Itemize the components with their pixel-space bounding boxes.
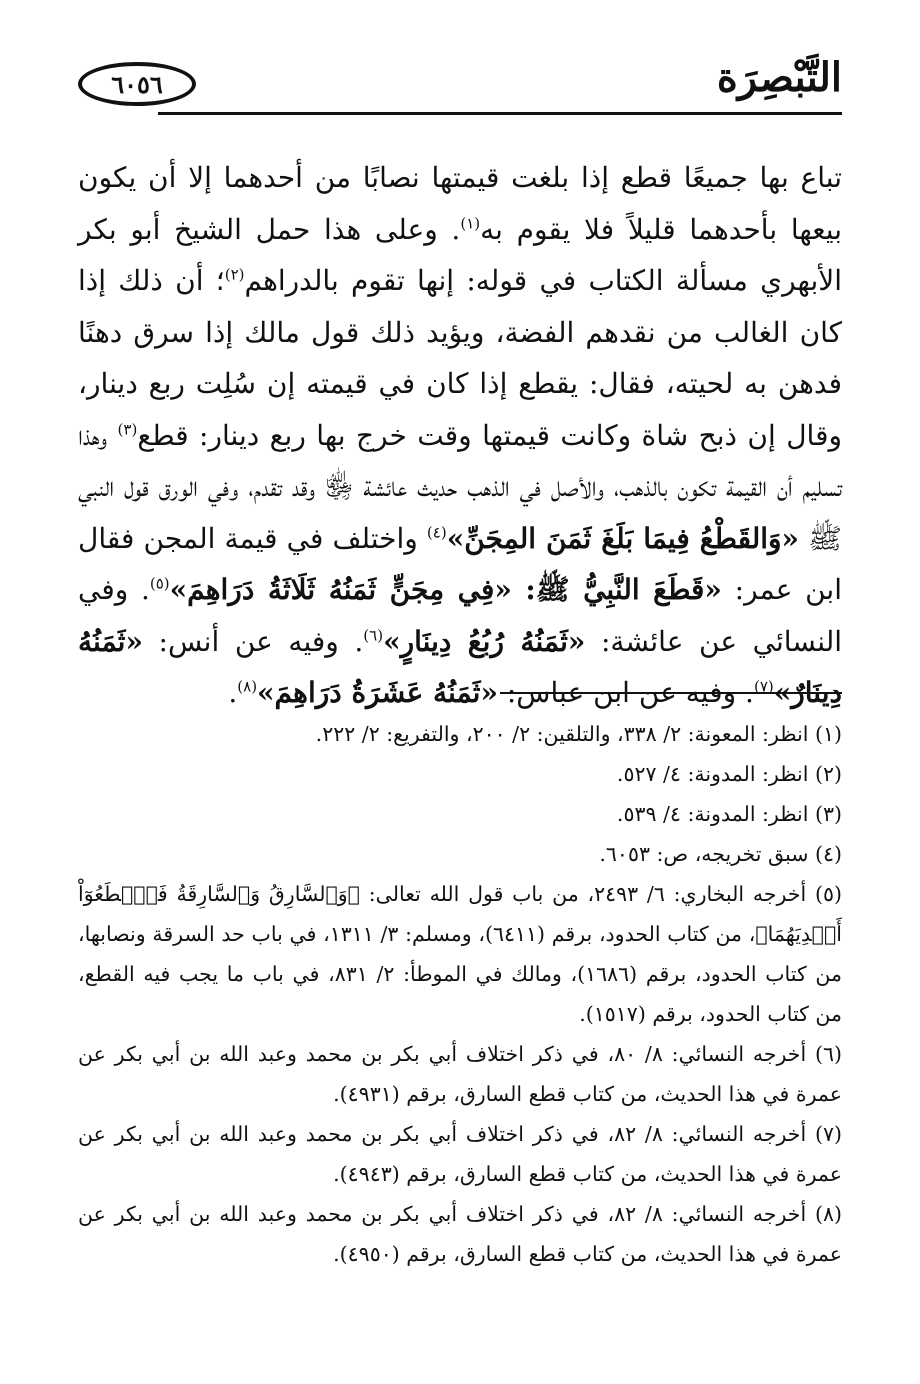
footnote-8: (٨) أخرجه النسائي: ٨/ ٨٢، في ذكر اختلاف أبي بكر بن محمد وعبد الله بن أبي بكر عن عمرة في هذا الحديث، من كتاب قطع السارق، برقم (٤٩٥٠). [78,1202,843,1266]
text-segment: . وفي النسائي عن عائشة: [78,573,843,658]
page-header [78,50,842,130]
text-segment: . وفيه عن أنس: [142,624,364,658]
footnote-ref-1[interactable]: (١) [460,214,481,233]
text-segment: وهذا تسليم أن القيمة تكون بالذهب، والأصل في الذهب حديث عائشة ﵂ وقد تقدم، وفي الورق قول النبي ﷺ [78,418,842,555]
text-segment: . وفيه عن ابن عباس: [497,676,754,709]
footnote-ref-3[interactable]: (٣) [117,420,138,439]
footnote-2: (٢) انظر: المدونة: ٤/ ٥٢٧. [616,762,842,786]
hadith-quote: «وَالقَطْعُ فِيمَا بَلَغَ ثَمَنَ المِجَنِّ» [446,521,800,555]
page-number-badge [78,62,196,106]
hadith-quote: «قَطَعَ النَّبِيُّ ﷺ: «فِي مِجَنٍّ ثَمَنُهُ ثَلَاثَةُ دَرَاهِمَ» [169,573,722,606]
main-body-text [78,152,842,719]
footnote-ref-8[interactable]: (٨) [237,677,258,696]
hadith-quote: «ثَمَنُهُ رُبُعُ دِينَارٍ» [383,624,586,658]
header-divider [158,112,842,115]
footnote-6: (٦) أخرجه النسائي: ٨/ ٨٠، في ذكر اختلاف أبي بكر بن محمد وعبد الله بن أبي بكر عن عمرة في هذا الحديث، من كتاب قطع السارق، برقم (٤٩٣١). [78,1042,843,1106]
footnote-ref-6[interactable]: (٦) [363,626,384,645]
footnote-ref-7[interactable]: (٧) [753,677,774,696]
footnote-ref-2[interactable]: (٢) [224,265,245,284]
hadith-quote: «ثَمَنُهُ دِينَارٌ» [78,624,842,709]
footnote-4: (٤) سبق تخريجه، ص: ٦٠٥٣. [599,842,842,866]
footnote-ref-4[interactable]: (٤) [426,523,447,542]
footnote-separator [500,692,842,694]
footnote-3: (٣) انظر: المدونة: ٤/ ٥٣٩. [616,802,842,826]
footnote-1: (١) انظر: المعونة: ٢/ ٣٣٨، والتلقين: ٢/ ٢٠٠، والتفريع: ٢/ ٢٢٢. [315,722,842,746]
text-segment: واختلف في قيمة المجن فقال ابن عمر: [78,521,842,606]
book-title: التَّبْصِرَة [716,54,842,101]
footnote-ref-5[interactable]: (٥) [149,574,170,593]
footnote-7: (٧) أخرجه النسائي: ٨/ ٨٢، في ذكر اختلاف أبي بكر بن محمد وعبد الله بن أبي بكر عن عمرة في هذا الحديث، من كتاب قطع السارق، برقم (٤٩٤٣). [78,1122,843,1186]
text-segment: ؛ أن ذلك إذا كان الغالب من نقدهم الفضة، ويؤيد ذلك قول مالك إذا سرق دهنًا فدهن به لحيته، فقال: يقطع إذا كان في قيمته إن سُلِت ربع دينار، وقال إن ذبح شاة وكانت قيمتها وقت خرج بها ربع دينار: قطع [78,264,842,452]
page-number: ٦٠٥٦ [111,69,163,99]
main-paragraph [78,152,842,719]
text-segment: . وعلى هذا حمل الشيخ أبو بكر الأبهري مسألة الكتاب في قوله: إنها تقوم بالدراهم [78,212,842,297]
text-segment: تباع بها جميعًا قطع إذا بلغت قيمتها نصابًا من أحدهما إلا أن يكون بيعها بأحدهما قليلاً فلا يقوم به [78,161,843,246]
footnotes-section [78,714,842,1274]
hadith-quote: «ثَمَنُهُ عَشَرَةُ دَرَاهِمَ» [257,676,498,709]
text-segment: . [228,676,238,709]
footnote-5: (٥) أخرجه البخاري: ٦/ ٢٤٩٣، من باب قول الله تعالى: ﴿وَٱلسَّارِقُ وَٱلسَّارِقَةُ فَٱقۡطَعُوٓاْ أَيۡدِيَهُمَا﴾، من كتاب الحدود، برقم (٦٤١١)، ومسلم: ٣/ ١٣١١، في باب حد السرقة ونصابها، من كتاب الحدود، برقم (١٦٨٦)، ومالك في الموطأ: ٢/ ٨٣١، في باب ما يجب فيه القطع، من كتاب الحدود، برقم (١٥١٧). [78,882,842,1026]
